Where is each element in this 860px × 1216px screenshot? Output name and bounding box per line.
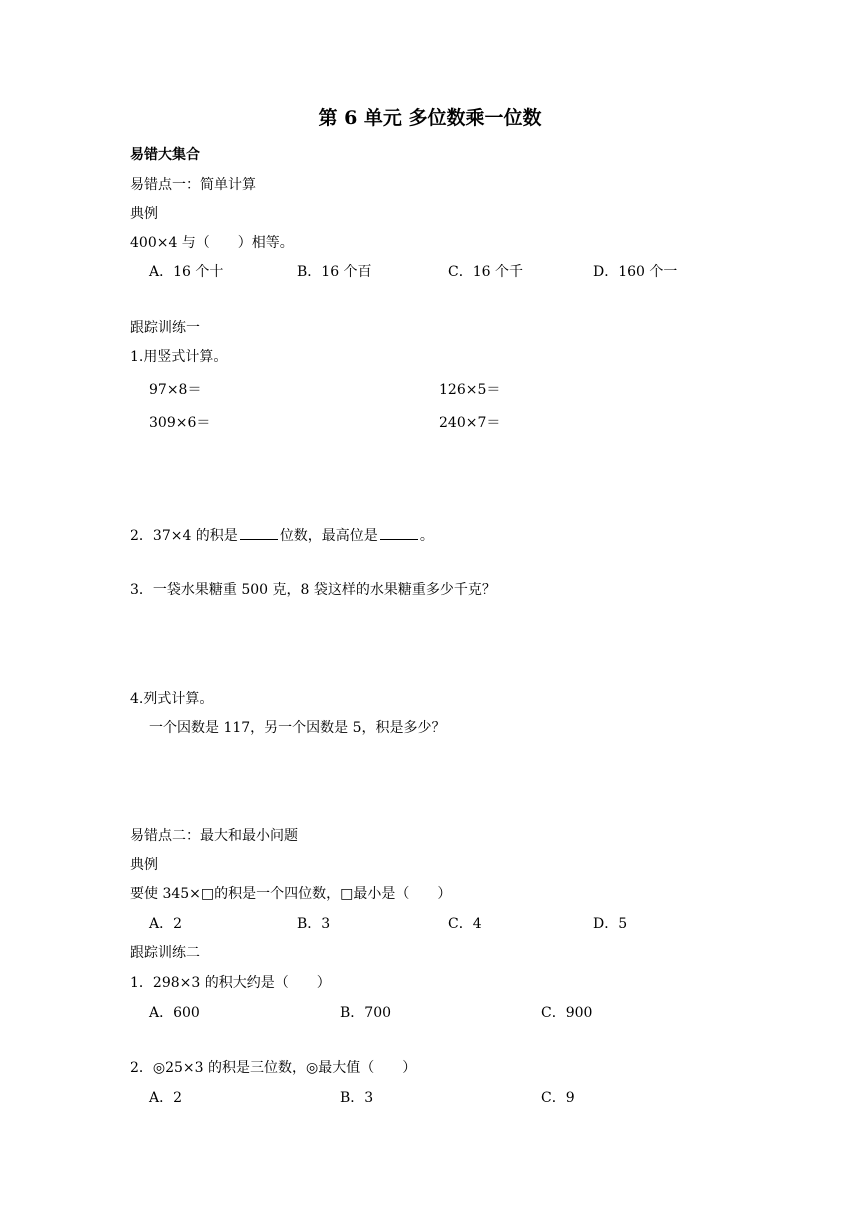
t2-q2-option-b: B．3 [340, 1090, 374, 1106]
part1-option-d: D．160 个一 [593, 264, 678, 280]
t2-q2-text: 2．◎25×3 的积是三位数，◎最大值（ ） [130, 1060, 417, 1076]
part2-option-b: B．3 [297, 916, 331, 932]
page-title: 第 6 单元 多位数乘一位数 [318, 107, 542, 129]
q1-item-4: 240×7＝ [439, 415, 501, 431]
t2-q1-option-a: A．600 [149, 1005, 200, 1021]
t2-q2-option-a: A．2 [149, 1090, 183, 1106]
q2-blank-1[interactable] [240, 525, 278, 540]
training2-label: 跟踪训练二 [130, 945, 200, 961]
q2-prefix: 2．37×4 的积是 [130, 528, 238, 544]
part2-option-a: A．2 [149, 916, 183, 932]
q2-blank-2[interactable] [380, 525, 418, 540]
section-heading: 易错大集合 [130, 147, 200, 163]
q1-item-1: 97×8＝ [149, 382, 202, 398]
part2-option-d: D．5 [593, 916, 628, 932]
part1-example-label: 典例 [130, 206, 158, 222]
q2-line [130, 525, 434, 545]
t2-q1-option-c: C．900 [541, 1005, 593, 1021]
part1-option-a: A．16 个十 [149, 264, 224, 280]
t2-q1-option-b: B．700 [340, 1005, 392, 1021]
part2-heading: 易错点二：最大和最小问题 [130, 828, 298, 844]
q1-item-2: 126×5＝ [439, 382, 501, 398]
q1-item-3: 309×6＝ [149, 415, 211, 431]
part1-heading: 易错点一：简单计算 [130, 177, 256, 193]
q2-middle: 位数，最高位是 [279, 528, 378, 544]
training1-label: 跟踪训练一 [130, 320, 200, 336]
q3-text: 3．一袋水果糖重 500 克，8 袋这样的水果糖重多少千克？ [130, 582, 496, 598]
part2-option-c: C．4 [448, 916, 482, 932]
t2-q2-option-c: C．9 [541, 1090, 575, 1106]
part1-example-question: 400×4 与（ ）相等。 [130, 235, 294, 251]
t2-q1-text: 1．298×3 的积大约是（ ） [130, 975, 331, 991]
part2-example-question: 要使 345×□的积是一个四位数，□最小是（ ） [130, 886, 452, 902]
q4-detail: 一个因数是 117，另一个因数是 5，积是多少？ [149, 720, 446, 736]
q2-suffix: 。 [419, 528, 434, 544]
part1-option-b: B．16 个百 [297, 264, 372, 280]
part1-option-c: C．16 个千 [448, 264, 523, 280]
q4-text: 4.列式计算。 [130, 691, 214, 707]
part2-example-label: 典例 [130, 857, 158, 873]
q1-text: 1.用竖式计算。 [130, 349, 228, 365]
